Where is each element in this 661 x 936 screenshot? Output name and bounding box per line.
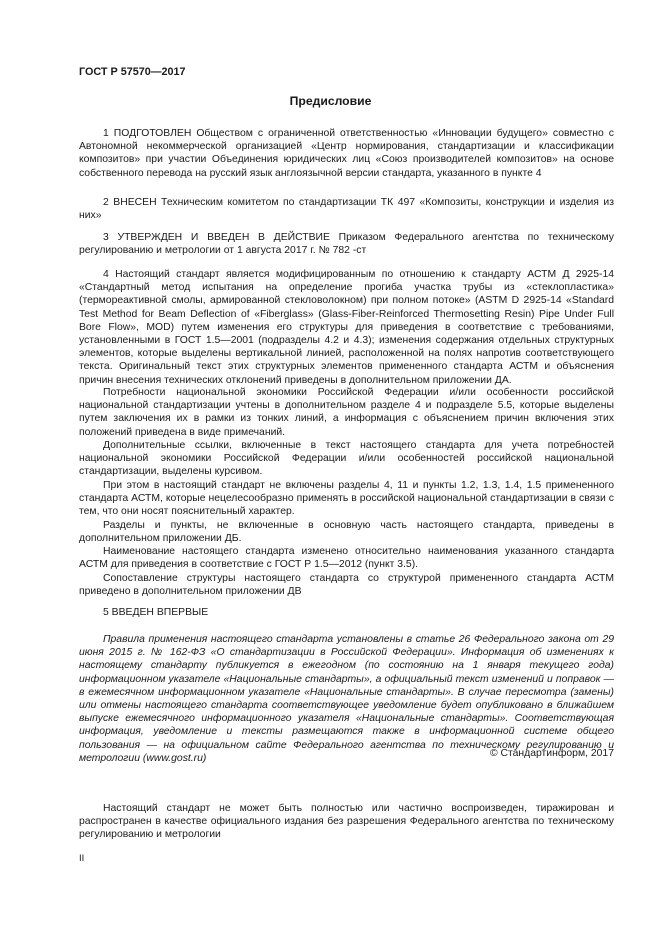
paragraph-modified-standard: 4 Настоящий стандарт является модифицированным по отношению к стандарту АСТМ Д 2925-14 «Стандартный метод испытания на определение прогиба участка трубы из «стеклопластика» (термореактивной смолы, армированной стекловолокном) при полном потоке» (ASTM D 2925-14 «Standard Test Method for Beam Deflection of «Fiberglass» (Glass-Fiber-Reinforced Thermosetting Resin) Pipe Under Full Bore Flow», MOD) путем изменения его структуры для приведения в соответствие с требованиями, установленными в ГОСТ 1.5—2001 (подразделы 4.2 и 4.3); изменения содержания отдельных структурных элементов, которые выделены вертикальной линией, расположенной на полях напротив соответствующего текста. Оригинальный текст этих структурных элементов примененного стандарта АСТМ и объяснения причин внесения технических отклонений приведены в дополнительном приложении ДА. — [79, 269, 614, 386]
paragraph-introduced-first: 5 ВВЕДЕН ВПЕРВЫЕ — [103, 607, 209, 618]
paragraph-introduced-by: 2 ВНЕСЕН Техническим комитетом по стандартизации ТК 497 «Композиты, конструкции и изделия из них» — [79, 197, 614, 222]
page-number: II — [79, 853, 85, 864]
paragraph-not-included: Разделы и пункты, не включенные в основную часть настоящего стандарта, приведены в дополнительном приложении ДБ. — [79, 520, 614, 545]
paragraph-approved: 3 УТВЕРЖДЕН И ВВЕДЕН В ДЕЙСТВИЕ Приказом Федерального агентства по техническому регулированию и метрологии от 1 августа 2017 г. № 782 -ст — [79, 232, 614, 257]
paragraph-structure-comparison: Сопоставление структуры настоящего стандарта со структурой примененного стандарта АСТМ приведено в дополнительном приложении ДВ — [79, 573, 614, 598]
paragraph-reproduction-notice: Настоящий стандарт не может быть полностью или частично воспроизведен, тиражирован и распространен в качестве официального издания без разрешения Федерального агентства по техническому регулированию и метрологии — [79, 803, 614, 841]
paragraph-additional-refs: Дополнительные ссылки, включенные в текст настоящего стандарта для учета потребностей национальной экономики Российской Федерации и/или особенностей российской национальной стандартизации, выделены курсивом. — [79, 440, 614, 478]
paragraph-national-needs: Потребности национальной экономики Российской Федерации и/или особенности российской национальной стандартизации учтены в дополнительном разделе 4 и подразделе 5.5, которые выделены путем заключения их в рамки из тонких линий, а информация с объяснением причин включения этих положений приведена в виде примечаний. — [79, 387, 614, 438]
paragraph-prepared-by: 1 ПОДГОТОВЛЕН Обществом с ограниченной ответственностью «Инновации будущего» совместно с Автономной некоммерческой организацией «Центр нормирования, стандартизации и классификации композитов» при участии Объединения юридических лиц «Союз производителей композитов» на основе собственного перевода на русский язык англоязычной версии стандарта, указанного в пункте 4 — [79, 128, 614, 179]
section-title: Предисловие — [289, 94, 372, 108]
paragraph-application-rules: Правила применения настоящего стандарта установлены в статье 26 Федерального закона от 29 июня 2015 г. № 162-ФЗ «О стандартизации в Российской Федерации». Информация об изменениях к настоящему стандарту публикуется в ежегодном (по состоянию на 1 января текущего года) информационном указателе «Национальные стандарты», а официальный текст изменений и поправок — в ежемесячном информационном указателе «Национальные стандарты». В случае пересмотра (замены) или отмены настоящего стандарта соответствующее уведомление будет опубликовано в ближайшем выпуске ежемесячного информационного указателя «Национальные стандарты». Соответствующая информация, уведомление и тексты размещаются также в информационной системе общего пользования — на официальном сайте Федерального агентства по техническому регулированию и метрологии (www.gost.ru) — [79, 634, 614, 764]
paragraph-title-changed: Наименование настоящего стандарта изменено относительно наименования указанного стандарта АСТМ для приведения в соответствие с ГОСТ Р 1.5—2012 (пункт 3.5). — [79, 546, 614, 571]
copyright-notice: © Стандартинформ, 2017 — [489, 748, 614, 759]
document-header: ГОСТ Р 57570—2017 — [79, 66, 186, 78]
paragraph-excluded-sections: При этом в настоящий стандарт не включены разделы 4, 11 и пункты 1.2, 1.3, 1.4, 1.5 примененного стандарта АСТМ, которые нецелесообразно применять в российской национальной стандартизации в связи с тем, что они носят пояснительный характер. — [79, 480, 614, 518]
